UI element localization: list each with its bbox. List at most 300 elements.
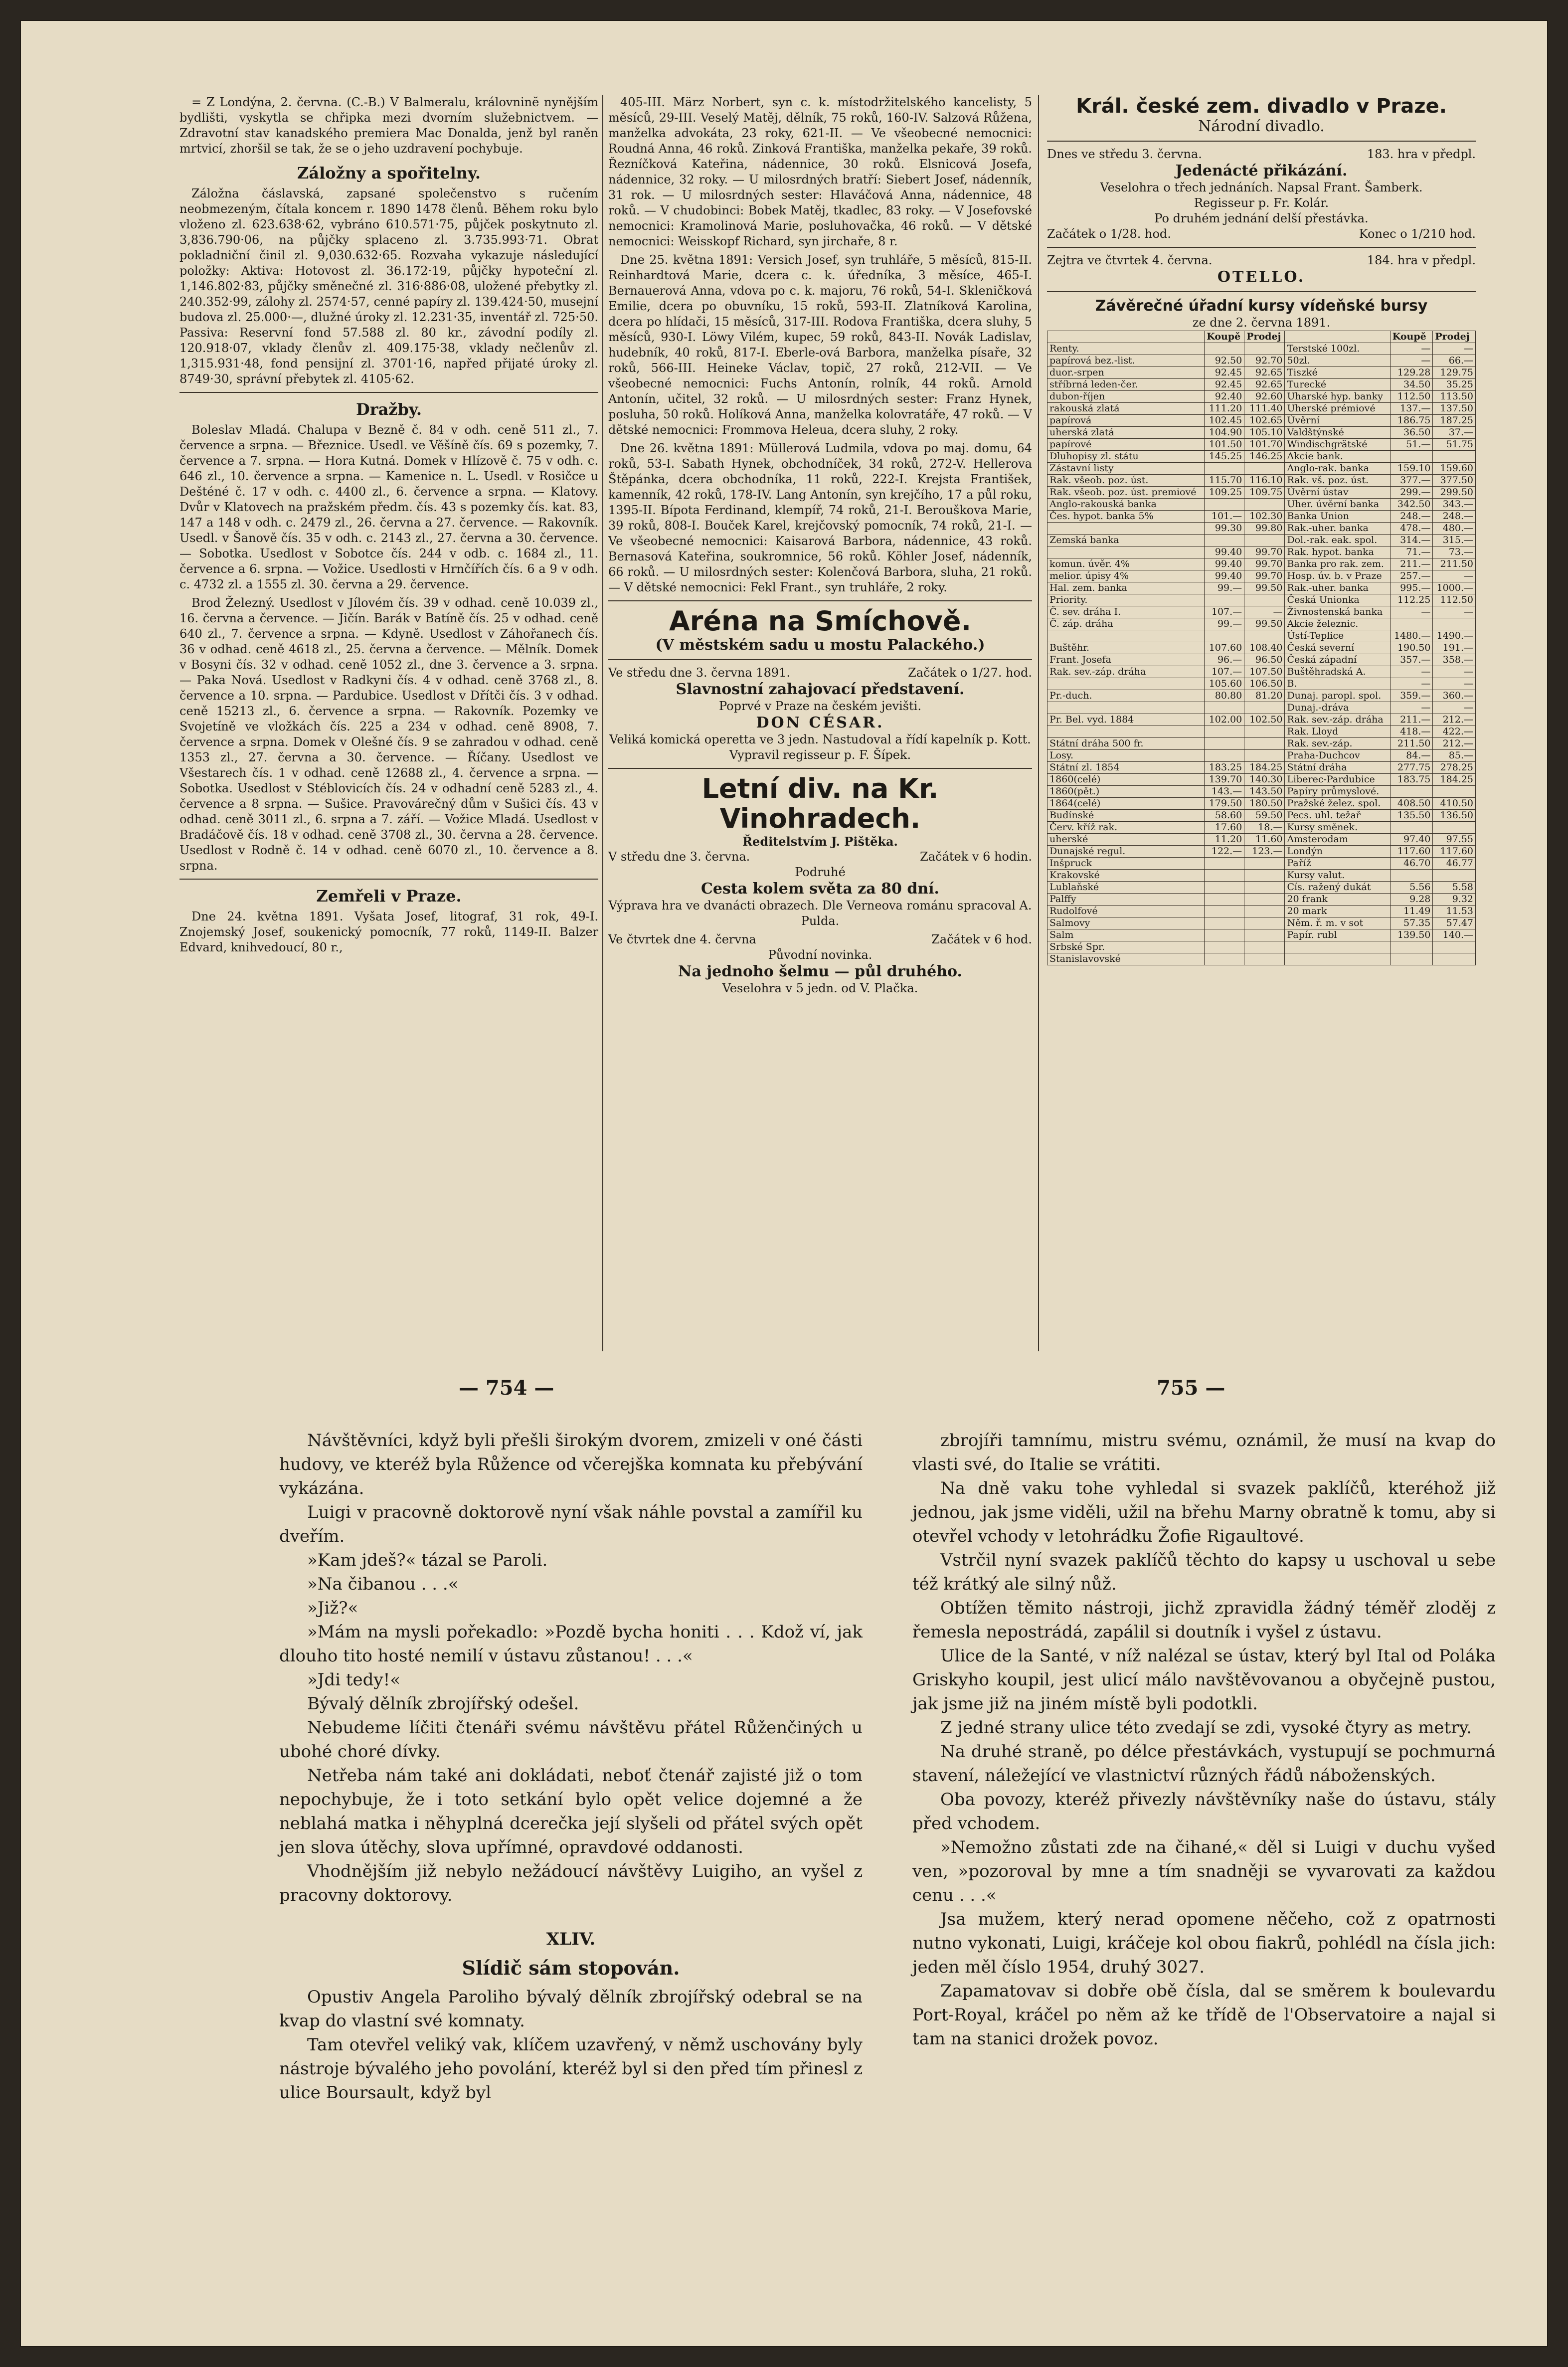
bourse-cell: 57.47 [1433,917,1476,929]
book-paragraph: Návštěvníci, když byli přešli širokým dvorem, zmizeli v oné části hudovy, ve kteréž byla Růžence od včerejška komnata ku přebývání vykázána. [279,1431,863,1498]
bourse-row [1047,762,1476,774]
bourse-cell: 478.— [1390,523,1433,535]
arena-date: Ve středu dne 3. června 1891. [608,666,791,680]
bourse-cell: 109.25 [1205,487,1244,499]
bourse-cell [1244,499,1285,511]
play-1-description: Veselohra o třech jednáních. Napsal Frant. Šamberk. [1100,181,1423,194]
bourse-cell: 145.25 [1205,451,1244,463]
bourse-cell [1433,618,1476,630]
bourse-row [1047,475,1476,487]
bourse-header-cell: Prodej [1433,331,1476,343]
arena-title: Aréna na Smíchově. [669,605,971,637]
bourse-cell: Banka pro rak. zem. [1285,558,1390,570]
bourse-cell: 299.— [1390,487,1433,499]
arena-description: Veliká komická operetta ve 3 jedn. Nastudoval a řídí kapelník p. Kott. Vypravil regisseur p. F. Šípek. [609,732,1031,762]
bourse-cell: Krakovské [1047,870,1205,882]
bourse-cell: duor.-srpen [1047,367,1205,379]
bourse-cell [1205,343,1244,355]
bourse-cell: 107.50 [1244,666,1285,678]
bourse-cell: 59.50 [1244,810,1285,822]
bourse-cell: 212.— [1433,738,1476,750]
bourse-cell: papírové [1047,439,1205,451]
bourse-cell: 104.90 [1205,427,1244,439]
bourse-cell: 212.— [1433,714,1476,726]
bourse-cell [1244,858,1285,870]
book-left-paragraphs-2 [279,1985,863,2105]
bourse-cell: 50zl. [1285,355,1390,367]
bourse-cell [1244,738,1285,750]
page-number-right: 755 — [1157,1376,1225,1400]
bourse-cell: 315.— [1433,535,1476,546]
bourse-cell: 101.50 [1205,439,1244,451]
bourse-cell: Cís. ražený dukát [1285,882,1390,894]
bourse-cell [1433,941,1476,953]
book-paragraph: Bývalý dělník zbrojířský odešel. [307,1694,579,1714]
arena-performance: Slavnostní zahajovací představení. [676,681,965,698]
bourse-row [1047,558,1476,570]
letni-title: Letní div. na Kr. Vinohradech. [701,773,939,834]
arena-subtitle: (V městském sadu u mostu Palackého.) [655,636,985,654]
bourse-cell: Uharské hyp. banky [1285,391,1390,403]
bourse-cell [1205,882,1244,894]
book-paragraph: Na dně vaku tohe vyhledal si svazek paklíčů, kteréhož již jednou, jak jsme viděli, užil na břehu Marny obratně k tomu, aby si otevřel vchody v letohrádku Žofie Rigaultové. [912,1478,1496,1546]
bourse-row [1047,929,1476,941]
bourse-cell: 186.75 [1390,415,1433,427]
bourse-cell: 179.50 [1205,798,1244,810]
zemreli-text: Dne 24. května 1891. Vyšata Josef, litograf, 31 rok, 49-I. Znojemský Josef, soukenický pomocník, 77 roků, 1149-II. Balzer Edvard, knihvedoucí, 80 r., [179,910,598,954]
bourse-cell: rakouská zlatá [1047,403,1205,415]
bourse-cell: 96.50 [1244,654,1285,666]
bourse-cell: 102.65 [1244,415,1285,427]
bourse-cell: 46.77 [1433,858,1476,870]
bourse-cell: 92.65 [1244,379,1285,391]
bourse-cell [1244,750,1285,762]
bourse-cell [1205,929,1244,941]
bourse-row [1047,882,1476,894]
play-1-times [1047,226,1476,242]
bourse-cell: 99.50 [1244,582,1285,594]
national-theatre-subtitle: Národní divadlo. [1198,118,1325,135]
bourse-cell: 191.— [1433,642,1476,654]
bourse-cell: 99.40 [1205,546,1244,558]
bourse-row [1047,690,1476,702]
bourse-header-row [1047,331,1476,343]
bourse-cell: 184.25 [1433,774,1476,786]
heading-zalozny: Záložny a spořitelny. [297,164,481,182]
column-3 [1047,95,1476,1336]
bourse-row [1047,546,1476,558]
bourse-cell: 97.40 [1390,834,1433,846]
book-paragraph: »Na čibanou . . .« [307,1574,459,1594]
bourse-cell [1433,451,1476,463]
column-rule [1038,95,1039,1351]
bourse-cell: Něm. ř. m. v sot [1285,917,1390,929]
bourse-cell: 277.75 [1390,762,1433,774]
bourse-cell [1047,726,1205,738]
letni-podruhe: Podruhé [795,865,846,879]
bourse-cell: — [1390,666,1433,678]
bourse-cell: dubon-říjen [1047,391,1205,403]
bourse-cell: 357.— [1390,654,1433,666]
bourse-cell: 408.50 [1390,798,1433,810]
bourse-cell: — [1433,570,1476,582]
bourse-cell [1205,702,1244,714]
bourse-title: Závěrečné úřadní kursy vídeňské bursy [1095,297,1428,315]
bourse-cell: 106.50 [1244,678,1285,690]
bourse-cell: Č. záp. dráha [1047,618,1205,630]
bourse-cell: Frant. Josefa [1047,654,1205,666]
bourse-cell: 51.— [1390,439,1433,451]
bourse-cell [1244,870,1285,882]
bourse-cell: Dol.-rak. eak. spol. [1285,535,1390,546]
bourse-cell: 102.30 [1244,511,1285,523]
bourse-cell [1244,702,1285,714]
bourse-cell [1390,786,1433,798]
bourse-header-cell: Koupě [1205,331,1244,343]
bourse-cell: 140.— [1433,929,1476,941]
divider [608,600,1032,601]
bourse-cell: Zemská banka [1047,535,1205,546]
letni-start: Začátek v 6 hodin. [920,850,1032,864]
bourse-cell: — [1390,678,1433,690]
bourse-cell: Uherské prémiové [1285,403,1390,415]
bourse-cell: Státní zl. 1854 [1047,762,1205,774]
bourse-cell: papírová bez.-list. [1047,355,1205,367]
bourse-cell: 1864(celé) [1047,798,1205,810]
today-row [1047,147,1476,162]
play-1-note: Po druhém jednání delší přestávka. [1154,211,1369,225]
bourse-cell: Rak. hypot. banka [1285,546,1390,558]
bourse-cell: 123.— [1244,846,1285,858]
bourse-cell: 146.25 [1244,451,1285,463]
bourse-cell: B. [1285,678,1390,690]
bourse-cell: 187.25 [1433,415,1476,427]
london-news: = Z Londýna, 2. června. (C.-B.) V Balmeralu, královninĕ nynějším bydlišti, vyskytla se chřipka mezi dvorním služebnictvem. — Zdravotní stav kanadského premiera Mac Donalda, jenž byl raněn mrtvicí, zhoršil se tak, že se o jeho uzdravení pochybuje. [179,95,598,156]
bourse-cell: 101.— [1205,511,1244,523]
bourse-cell: 418.— [1390,726,1433,738]
bourse-cell: 1000.— [1433,582,1476,594]
bourse-row [1047,870,1476,882]
letni-date-row [608,849,1032,865]
book-paragraph: »Již?« [307,1598,358,1618]
bourse-cell: 143.— [1205,786,1244,798]
bourse-cell: Salmovy [1047,917,1205,929]
divider [179,392,598,393]
bourse-cell [1047,546,1205,558]
letni-novelty: Původní novinka. [768,948,872,962]
bourse-cell: 57.35 [1390,917,1433,929]
bourse-row [1047,810,1476,822]
bourse-cell: Hal. zem. banka [1047,582,1205,594]
bourse-cell: 107.— [1205,666,1244,678]
bourse-cell: Akcie železnic. [1285,618,1390,630]
bourse-row [1047,726,1476,738]
bourse-cell: 410.50 [1433,798,1476,810]
bourse-cell: 1490.— [1433,630,1476,642]
column-rule [602,95,603,1351]
bourse-row [1047,582,1476,594]
divider [1047,247,1476,248]
bourse-cell: Uher. úvěrní banka [1285,499,1390,511]
bourse-cell [1433,786,1476,798]
bourse-cell [1244,929,1285,941]
play-2-title: OTELLO. [1217,268,1306,286]
bourse-row [1047,774,1476,786]
bourse-row [1047,702,1476,714]
bourse-row [1047,618,1476,630]
bourse-row [1047,570,1476,582]
bourse-cell [1390,822,1433,834]
bourse-cell: 211.— [1390,558,1433,570]
bourse-cell: 159.60 [1433,463,1476,475]
bourse-cell: Česká Unionka [1285,594,1390,606]
bourse-cell: 248.— [1433,511,1476,523]
heading-zemreli: Zemřeli v Praze. [316,887,462,906]
book-paragraph: Vstrčil nyní svazek paklíčů těchto do kapsy u uschoval u sebe též krátký ale silný nůž. [912,1550,1496,1594]
bourse-cell: Palffy [1047,894,1205,906]
bourse-row [1047,355,1476,367]
bourse-cell: 377.— [1390,475,1433,487]
bourse-cell: Valdštýnské [1285,427,1390,439]
book-page-left [279,1429,863,2105]
bourse-cell: 99.70 [1244,570,1285,582]
bourse-cell: Anglo-rak. banka [1285,463,1390,475]
bourse-cell: 116.10 [1244,475,1285,487]
bourse-row [1047,343,1476,355]
bourse-cell [1285,953,1390,965]
bourse-cell: Rak.-uher. banka [1285,523,1390,535]
bourse-cell [1390,870,1433,882]
bourse-cell: 140.30 [1244,774,1285,786]
bourse-cell: 107.60 [1205,642,1244,654]
bourse-row [1047,487,1476,499]
tomorrow-date: Zejtra ve čtvrtek 4. června. [1047,253,1213,267]
book-paragraph: »Jdi tedy!« [307,1670,401,1690]
bourse-cell: 84.— [1390,750,1433,762]
bourse-cell: 92.40 [1205,391,1244,403]
bourse-cell: 20 frank [1285,894,1390,906]
play-1-regisseur: Regisseur p. Fr. Kolár. [1194,196,1329,210]
arena-date-row [608,665,1032,681]
bourse-cell: Rudolfové [1047,906,1205,917]
bourse-cell: 129.75 [1433,367,1476,379]
bourse-cell: Dunajské regul. [1047,846,1205,858]
tomorrow-row [1047,253,1476,268]
bourse-cell: 360.— [1433,690,1476,702]
bourse-row [1047,678,1476,690]
bourse-row [1047,798,1476,810]
bourse-cell [1047,702,1205,714]
bourse-cell: 359.— [1390,690,1433,702]
bourse-cell [1205,738,1244,750]
bourse-cell: Zástavní listy [1047,463,1205,475]
bourse-cell: Liberec-Pardubice [1285,774,1390,786]
bourse-cell: Stanislavovské [1047,953,1205,965]
divider [608,768,1032,769]
book-paragraph: Opustiv Angela Paroliho bývalý dělník zbrojířský odebral se na kvap do vlastní své komnaty. [279,1987,863,2031]
bourse-cell: melior. úpisy 4% [1047,570,1205,582]
bourse-cell: 1860(celé) [1047,774,1205,786]
bourse-cell: 184.25 [1244,762,1285,774]
bourse-row [1047,858,1476,870]
bourse-cell: komun. úvěr. 4% [1047,558,1205,570]
bourse-cell: Čes. hypot. banka 5% [1047,511,1205,523]
bourse-cell [1433,953,1476,965]
bourse-cell [1047,630,1205,642]
bourse-cell: Rak. sev.-záp. dráha [1285,714,1390,726]
bourse-row [1047,523,1476,535]
bourse-cell [1047,523,1205,535]
bourse-cell: — [1433,606,1476,618]
bourse-cell: uherská zlatá [1047,427,1205,439]
bourse-cell [1244,630,1285,642]
divider [1047,291,1476,292]
bourse-cell: Rak. sev.-záp. [1285,738,1390,750]
book-paragraph: Vhodnějším již nebylo nežádoucí návštěvy Luigiho, an vyšel z pracovny doktorovy. [279,1861,863,1905]
book-paragraph: »Mám na mysli pořekadlo: »Pozdě bycha honiti . . . Kdož ví, jak dlouho tito hosté nemilí v ústavu zůstanou! . . .« [279,1622,863,1666]
bourse-cell: Akcie bank. [1285,451,1390,463]
bourse-cell: 248.— [1390,511,1433,523]
bourse-cell [1390,941,1433,953]
bourse-cell: 99.— [1205,618,1244,630]
bourse-cell: uherské [1047,834,1205,846]
bourse-header-cell [1047,331,1205,343]
bourse-cell: 139.70 [1205,774,1244,786]
bourse-cell [1244,882,1285,894]
bourse-row [1047,499,1476,511]
bourse-cell [1433,870,1476,882]
bourse-cell: 180.50 [1244,798,1285,810]
bourse-row [1047,606,1476,618]
bourse-cell: Rak.-uher. banka [1285,582,1390,594]
bourse-cell: 51.75 [1433,439,1476,451]
bourse-cell [1205,870,1244,882]
bourse-cell: 37.— [1433,427,1476,439]
bourse-row [1047,906,1476,917]
bourse-row [1047,917,1476,929]
bourse-cell: Živnostenská banka [1285,606,1390,618]
bourse-cell: Buštěhr. [1047,642,1205,654]
bourse-cell: 11.20 [1205,834,1244,846]
bourse-cell: Pr. Bel. vyd. 1884 [1047,714,1205,726]
book-paragraph: Zapamatovav si dobře obě čísla, dal se směrem k boulevardu Port-Royal, kráčel po něm až ke třídě de l'Observatoire a najal si tam na stanici drožek povoz. [912,1981,1496,2049]
bourse-cell: Hosp. úv. b. v Praze [1285,570,1390,582]
bourse-cell: 111.20 [1205,403,1244,415]
bourse-cell [1205,894,1244,906]
bourse-cell: — [1433,702,1476,714]
bourse-cell [1205,463,1244,475]
bourse-cell [1244,894,1285,906]
bourse-cell: 343.— [1433,499,1476,511]
book-right-paragraphs [912,1429,1496,2051]
bourse-cell: Srbské Spr. [1047,941,1205,953]
bourse-cell: Česká severní [1285,642,1390,654]
bourse-cell: papírová [1047,415,1205,427]
bourse-cell [1244,535,1285,546]
arena-start: Začátek o 1/27. hod. [908,666,1032,680]
bourse-row [1047,594,1476,606]
bourse-cell: 278.25 [1433,762,1476,774]
bourse-cell: 102.00 [1205,714,1244,726]
bourse-cell: Česká západní [1285,654,1390,666]
bourse-cell: 299.50 [1433,487,1476,499]
bourse-cell: 66.— [1433,355,1476,367]
bourse-row [1047,367,1476,379]
bourse-cell: Inšpruck [1047,858,1205,870]
bourse-row [1047,786,1476,798]
play-1-end: Konec o 1/210 hod. [1359,227,1476,241]
newspaper-sheet [20,20,1548,2347]
arena-play: DON CÉSAR. [756,714,884,731]
deaths-text-1: 405-III. März Norbert, syn c. k. místodržitelského kancelisty, 5 měsíců, 29-III. Veselý Matěj, dělník, 75 roků, 160-IV. Salzová Růžena, manželka advokáta, 23 roky, 621-II. — Ve všeobecné nemocnici: Roudná Anna, 46 roků. Zinková Františka, manželka pekaře, 39 roků. Řezníčková Kateřina, nádennice, 30 roků. Elsnicová Josefa, nádennice, 32 roky. — U milosrdných bratří: Siebert Josef, nádenník, 31 rok. — U milosrdných sester: Hlaváčová Anna, nádennice, 48 roků. — V chudobinci: Bobek Matěj, tkadlec, 83 roky. — V Josefovské nemocnici: Kramolinová Marie, posluhovačka, 46 roků. — V dětské nemocnici: Weisskopf Richard, syn jirchaře, 8 r. [608,95,1032,248]
bourse-cell: 107.— [1205,606,1244,618]
bourse-cell: 99.— [1205,582,1244,594]
bourse-cell: Rak. sev.-záp. dráha [1047,666,1205,678]
bourse-cell [1244,343,1285,355]
bourse-cell [1205,750,1244,762]
book-paragraph: »Nemožno zůstati zde na čihané,« děl si Luigi v duchu vyšed ven, »pozoroval by mne a tím snadněji se vyvarovati za každou cenu . . .« [912,1837,1496,1905]
bourse-row [1047,630,1476,642]
arena-note: Poprvé v Praze na českém jevišti. [718,699,922,713]
book-paragraph: Netřeba nám také ani dokládati, neboť čtenář zajisté již o tom nepochybuje, že i toto setkání bylo opět velice dojemné a že neblahá matka i něhyplná dcerečka její slyšeli od přátel svých opět jen slova útěchy, slova upřímné, opravdové oddanosti. [279,1766,863,1857]
bourse-cell [1433,822,1476,834]
bourse-cell: 99.70 [1244,546,1285,558]
drazby-text: Boleslav Mladá. Chalupa v Bezně č. 84 v odh. ceně 511 zl., 7. července a srpna. — Březnice. Usedl. ve Věšíně čís. 69 s pozemky, 7. července a 7. srpna. — Hora Kutná. Domek v Hlízově č. 75 v odh. c. 646 zl., 10. července a srpna. — Kamenice n. L. Usedl. v Rosičce u Dešténé č. 17 v odh. c. 4400 zl., 6. července a srpna. — Klatovy. Dvůr v Klatovech na pražském předm. čís. 43 s pozemky čís. kat. 83, 147 a 148 v odh. c. 2479 zl., 26. června a 27. července. — Rakovník. Usedl. v Šanově čís. 35 v odh. c. 2143 zl., 27. června a 30. července. — Sobotka. Usedlost v Sobotce čís. 244 v odb. c. 1684 zl., 11. července a 6. srpna. — Vožice. Usedlosti v Hrnčířích čís. 6 a 9 v odh. c. 4732 zl. a 1555 zl. 30. června a 29. července. [179,423,598,591]
bourse-cell: 1860(pět.) [1047,786,1205,798]
bourse-cell: stříbrná leden-čer. [1047,379,1205,391]
bourse-cell: 99.80 [1244,523,1285,535]
bourse-row [1047,738,1476,750]
book-page-right [912,1429,1496,2051]
bourse-cell [1205,535,1244,546]
bourse-cell: 137.50 [1433,403,1476,415]
bourse-cell [1205,858,1244,870]
bourse-row [1047,535,1476,546]
bourse-cell: 102.50 [1244,714,1285,726]
bourse-cell: Salm [1047,929,1205,941]
letni-veselohra: Veselohra v 5 jedn. od V. Plačka. [722,981,918,995]
bourse-row [1047,463,1476,475]
bourse-cell [1205,917,1244,929]
bourse-cell: Dunaj. paropl. spol. [1285,690,1390,702]
book-paragraph: zbrojíři tamnímu, mistru svému, oznámil, že musí na kvap do vlasti své, do Italie se vrátiti. [912,1431,1496,1474]
bourse-cell: 109.75 [1244,487,1285,499]
heading-drazby: Dražby. [356,400,422,419]
bourse-cell: 113.50 [1433,391,1476,403]
bourse-row [1047,834,1476,846]
bourse-cell: 314.— [1390,535,1433,546]
letni-date: V středu dne 3. června. [608,850,750,864]
bourse-cell: Červ. kříž rak. [1047,822,1205,834]
bourse-cell: Kursy valut. [1285,870,1390,882]
bourse-cell: 377.50 [1433,475,1476,487]
bourse-cell: Papír. rubl [1285,929,1390,941]
bourse-cell: Turecké [1285,379,1390,391]
bourse-body [1047,343,1476,965]
bourse-cell: 92.60 [1244,391,1285,403]
bourse-cell: 135.50 [1390,810,1433,822]
book-paragraph: Z jedné strany ulice této zvedají se zdi, vysoké čtyry as metry. [940,1718,1472,1738]
bourse-cell: 73.— [1433,546,1476,558]
tomorrow-number: 184. hra v předpl. [1367,253,1476,267]
bourse-cell: 211.— [1390,714,1433,726]
bourse-cell [1244,917,1285,929]
bourse-cell: 36.50 [1390,427,1433,439]
bourse-header-cell: Prodej [1244,331,1285,343]
bourse-cell: 17.60 [1205,822,1244,834]
bourse-cell: Úvěrní [1285,415,1390,427]
letni-start-2: Začátek v 6 hod. [931,932,1032,946]
